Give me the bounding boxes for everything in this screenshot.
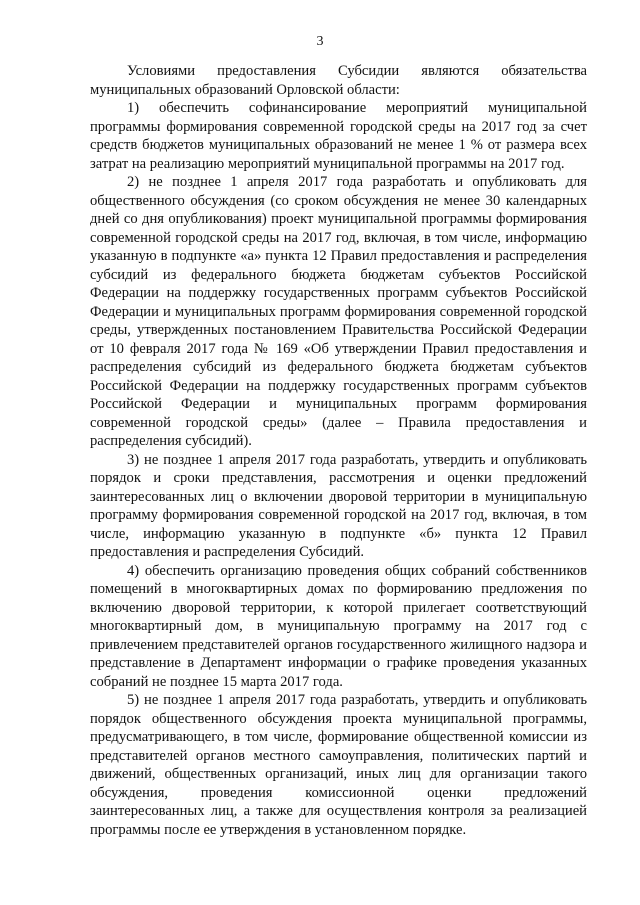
paragraph-item-3: 3) не позднее 1 апреля 2017 года разработать, утвердить и опубликовать порядок и сроки представления, рассмотрения и оценки предложений заинтересованных лиц о включении дворовой территории в муниципальную программу формирования современной городской на 2017 год, включая, в том числе, информацию указанную в подпункте «б» пункта 12 Правил предоставления и распределения Субсидий. xyxy=(90,451,587,560)
paragraph-item-1: 1) обеспечить софинансирование мероприятий муниципальной программы формирования современной городской среды на 2017 год за счет средств бюджетов муниципальных образований не менее 1 % от размера всех затрат на реализацию мероприятий муниципальной программы на 2017 год. xyxy=(90,100,587,172)
page-number: 3 xyxy=(316,34,324,49)
paragraph-item-4: 4) обеспечить организацию проведения общих собраний собственников помещений в многоквартирных домах по формированию предложения по включению дворовой территории, к которой прилегает соответствующий многоквартирный дом, в муниципальную программу на 2017 год с привлечением представителей органов государственного жилищного надзора и представление в Департамент информации о графике проведения указанных собраний не позднее 15 марта 2017 года. xyxy=(90,562,587,690)
paragraph-item-2: 2) не позднее 1 апреля 2017 года разработать и опубликовать для общественного обсуждения (со сроком обсуждения не менее 30 календарных дней со дня опубликования) проект муниципальной программы формирования современной городской среды на 2017 год, включая, в том числе, информацию указанную в подпункте «а» пункта 12 Правил предоставления и распределения субсидий из федерального бюджета бюджетам субъектов Российской Федерации на поддержку государственных программ субъектов Российской Федерации и муниципальных программ формирования современной городской среды, утвержденных постановлением Правительства Российской Федерации от 10 февраля 2017 года № 169 «Об утверждении Правил предоставления и распределения субсидий из федерального бюджета бюджетам субъектов Российской Федерации на поддержку государственных программ субъектов Российской Федерации и муниципальных программ формирования современной городской среды» (далее – Правила предоставления и распределения субсидий). xyxy=(90,174,587,449)
document-body xyxy=(90,62,587,839)
paragraph-conditions-intro: Условиями предоставления Субсидии являются обязательства муниципальных образований Орловской области: xyxy=(90,63,587,98)
paragraph-item-5: 5) не позднее 1 апреля 2017 года разработать, утвердить и опубликовать порядок общественного обсуждения проекта муниципальной программы, предусматривающего, в том числе, формирование общественной комиссии из представителей органов местного самоуправления, политических партий и движений, общественных организаций, иных лиц для организации такого обсуждения, проведения комиссионной оценки предложений заинтересованных лиц, а также для осуществления контроля за реализацией программы после ее утверждения в установленном порядке. xyxy=(90,692,587,838)
